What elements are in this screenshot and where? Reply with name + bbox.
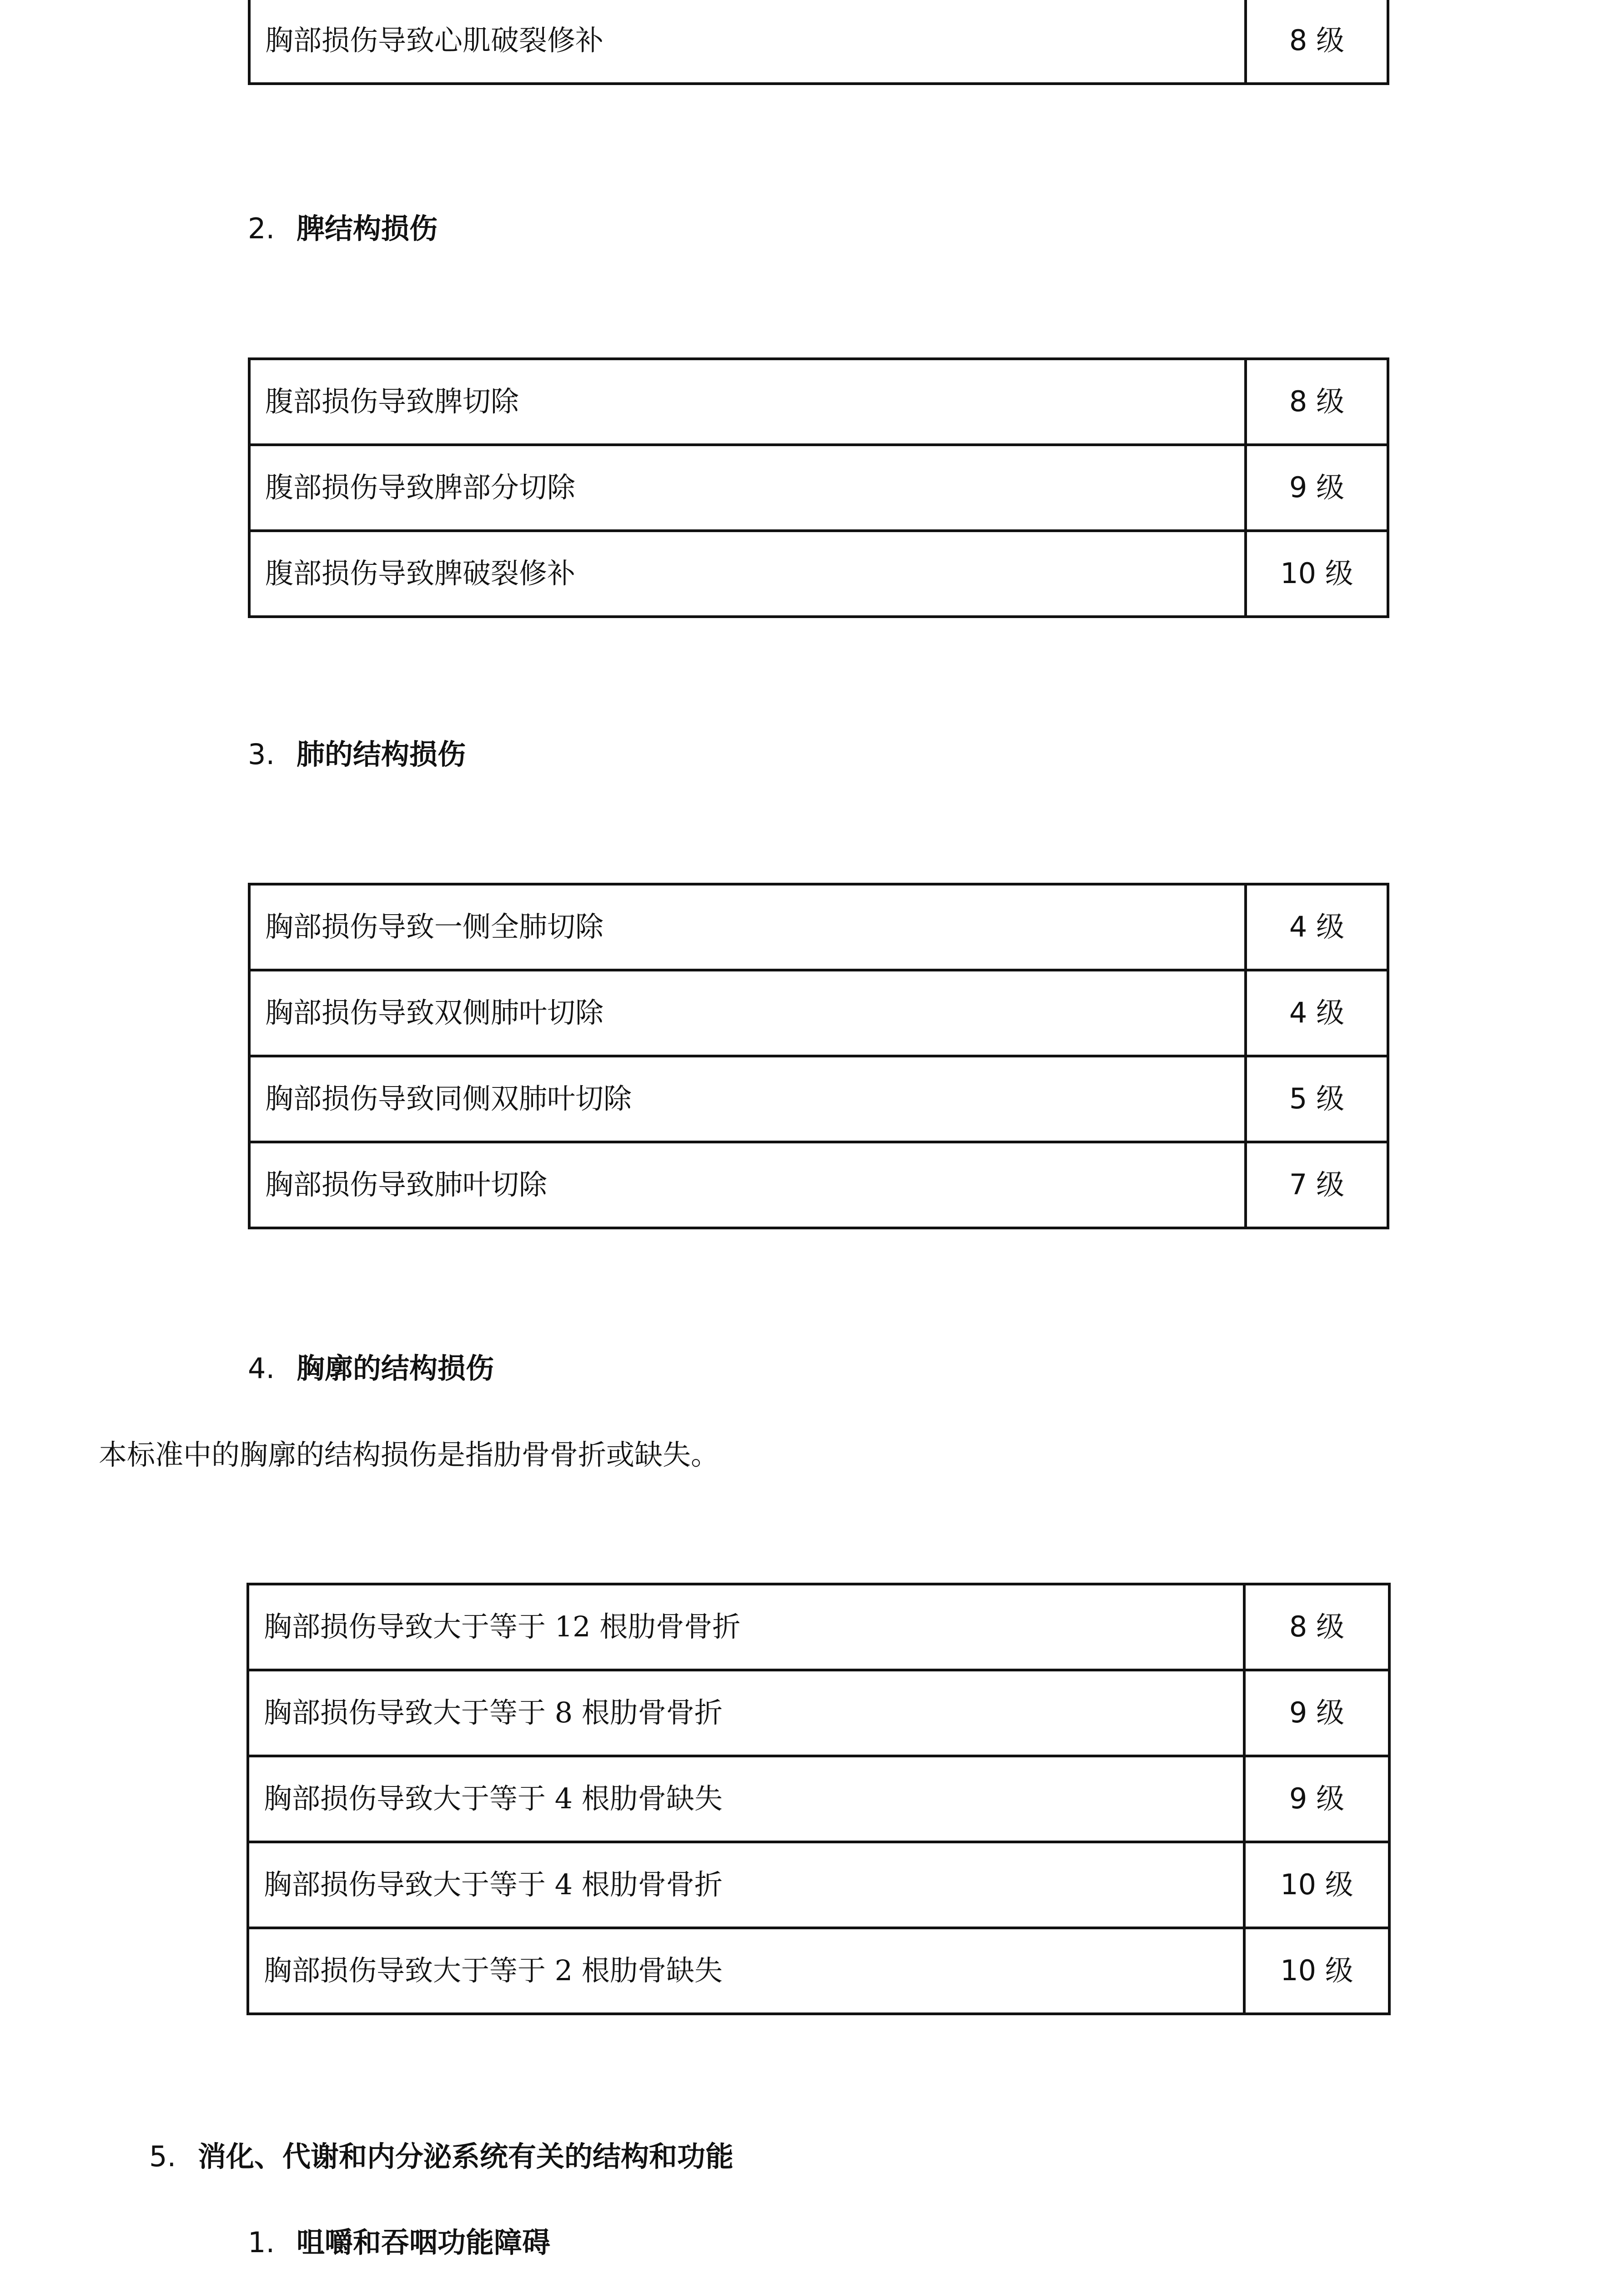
section-number: 2.	[248, 212, 275, 245]
injury-grade: 9 级	[1246, 445, 1388, 531]
heart-injury-table	[248, 0, 1389, 85]
injury-name: 胸部损伤导致心肌破裂修补	[249, 0, 1246, 84]
spleen-injury-table	[248, 357, 1389, 618]
injury-name	[248, 1928, 1244, 2014]
injury-grade: 9 级	[1244, 1670, 1389, 1756]
table-row	[249, 445, 1388, 531]
section-heading-chewing	[248, 2226, 550, 2259]
section-title: 脾结构损伤	[297, 212, 438, 245]
injury-detail: 2 根肋骨缺失	[554, 1954, 723, 1987]
injury-name: 腹部损伤导致脾部分切除	[249, 445, 1246, 531]
section-number: 4.	[248, 1352, 275, 1385]
injury-detail: 4 根肋骨缺失	[554, 1782, 723, 1816]
injury-prefix: 胸部损伤导致大于等于	[264, 1610, 546, 1644]
table-row	[249, 1056, 1388, 1142]
table-row	[249, 0, 1388, 84]
section-number: 3.	[248, 738, 275, 771]
section-number: 5.	[149, 2140, 176, 2173]
injury-name	[248, 1842, 1244, 1928]
injury-grade: 9 级	[1244, 1756, 1389, 1842]
table-row	[248, 1928, 1389, 2014]
injury-detail: 4 根肋骨骨折	[554, 1868, 723, 1902]
injury-grade: 8 级	[1244, 1584, 1389, 1670]
injury-name: 胸部损伤导致同侧双肺叶切除	[249, 1056, 1246, 1142]
rib-injury-table	[246, 1583, 1391, 2015]
section-heading-digestive	[149, 2140, 734, 2173]
section-heading-thorax	[248, 1352, 494, 1385]
injury-grade: 8 级	[1246, 0, 1388, 84]
injury-detail: 8 根肋骨骨折	[554, 1696, 723, 1730]
table-row	[249, 531, 1388, 617]
injury-grade: 5 级	[1246, 1056, 1388, 1142]
injury-grade: 7 级	[1246, 1142, 1388, 1228]
table-row	[249, 359, 1388, 445]
injury-prefix: 胸部损伤导致大于等于	[264, 1782, 546, 1816]
table-row	[248, 1584, 1389, 1670]
section-title: 消化、代谢和内分泌系统有关的结构和功能	[198, 2140, 734, 2173]
table-row	[249, 970, 1388, 1056]
injury-name: 胸部损伤导致一侧全肺切除	[249, 884, 1246, 970]
injury-grade: 10 级	[1244, 1842, 1389, 1928]
injury-name: 胸部损伤导致双侧肺叶切除	[249, 970, 1246, 1056]
lung-injury-table	[248, 883, 1389, 1229]
section-number: 1.	[248, 2226, 275, 2259]
injury-grade: 4 级	[1246, 884, 1388, 970]
table-row	[248, 1670, 1389, 1756]
injury-detail: 12 根肋骨骨折	[554, 1610, 741, 1644]
section-title: 胸廓的结构损伤	[297, 1352, 494, 1385]
section-title: 肺的结构损伤	[297, 738, 466, 771]
injury-grade: 8 级	[1246, 359, 1388, 445]
injury-name: 胸部损伤导致肺叶切除	[249, 1142, 1246, 1228]
table-row	[248, 1842, 1389, 1928]
injury-prefix: 胸部损伤导致大于等于	[264, 1868, 546, 1902]
injury-name: 腹部损伤导致脾切除	[249, 359, 1246, 445]
injury-prefix: 胸部损伤导致大于等于	[264, 1954, 546, 1987]
table-row	[249, 884, 1388, 970]
injury-name: 腹部损伤导致脾破裂修补	[249, 531, 1246, 617]
injury-name	[248, 1584, 1244, 1670]
section-title: 咀嚼和吞咽功能障碍	[297, 2226, 551, 2259]
injury-name	[248, 1756, 1244, 1842]
injury-grade: 10 级	[1246, 531, 1388, 617]
section-heading-lung	[248, 738, 466, 771]
table-row	[249, 1142, 1388, 1228]
thorax-definition-paragraph: 本标准中的胸廓的结构损伤是指肋骨骨折或缺失。	[99, 1438, 719, 1471]
injury-grade: 4 级	[1246, 970, 1388, 1056]
injury-grade: 10 级	[1244, 1928, 1389, 2014]
injury-name	[248, 1670, 1244, 1756]
injury-prefix: 胸部损伤导致大于等于	[264, 1696, 546, 1730]
section-heading-spleen	[248, 212, 437, 245]
table-row	[248, 1756, 1389, 1842]
